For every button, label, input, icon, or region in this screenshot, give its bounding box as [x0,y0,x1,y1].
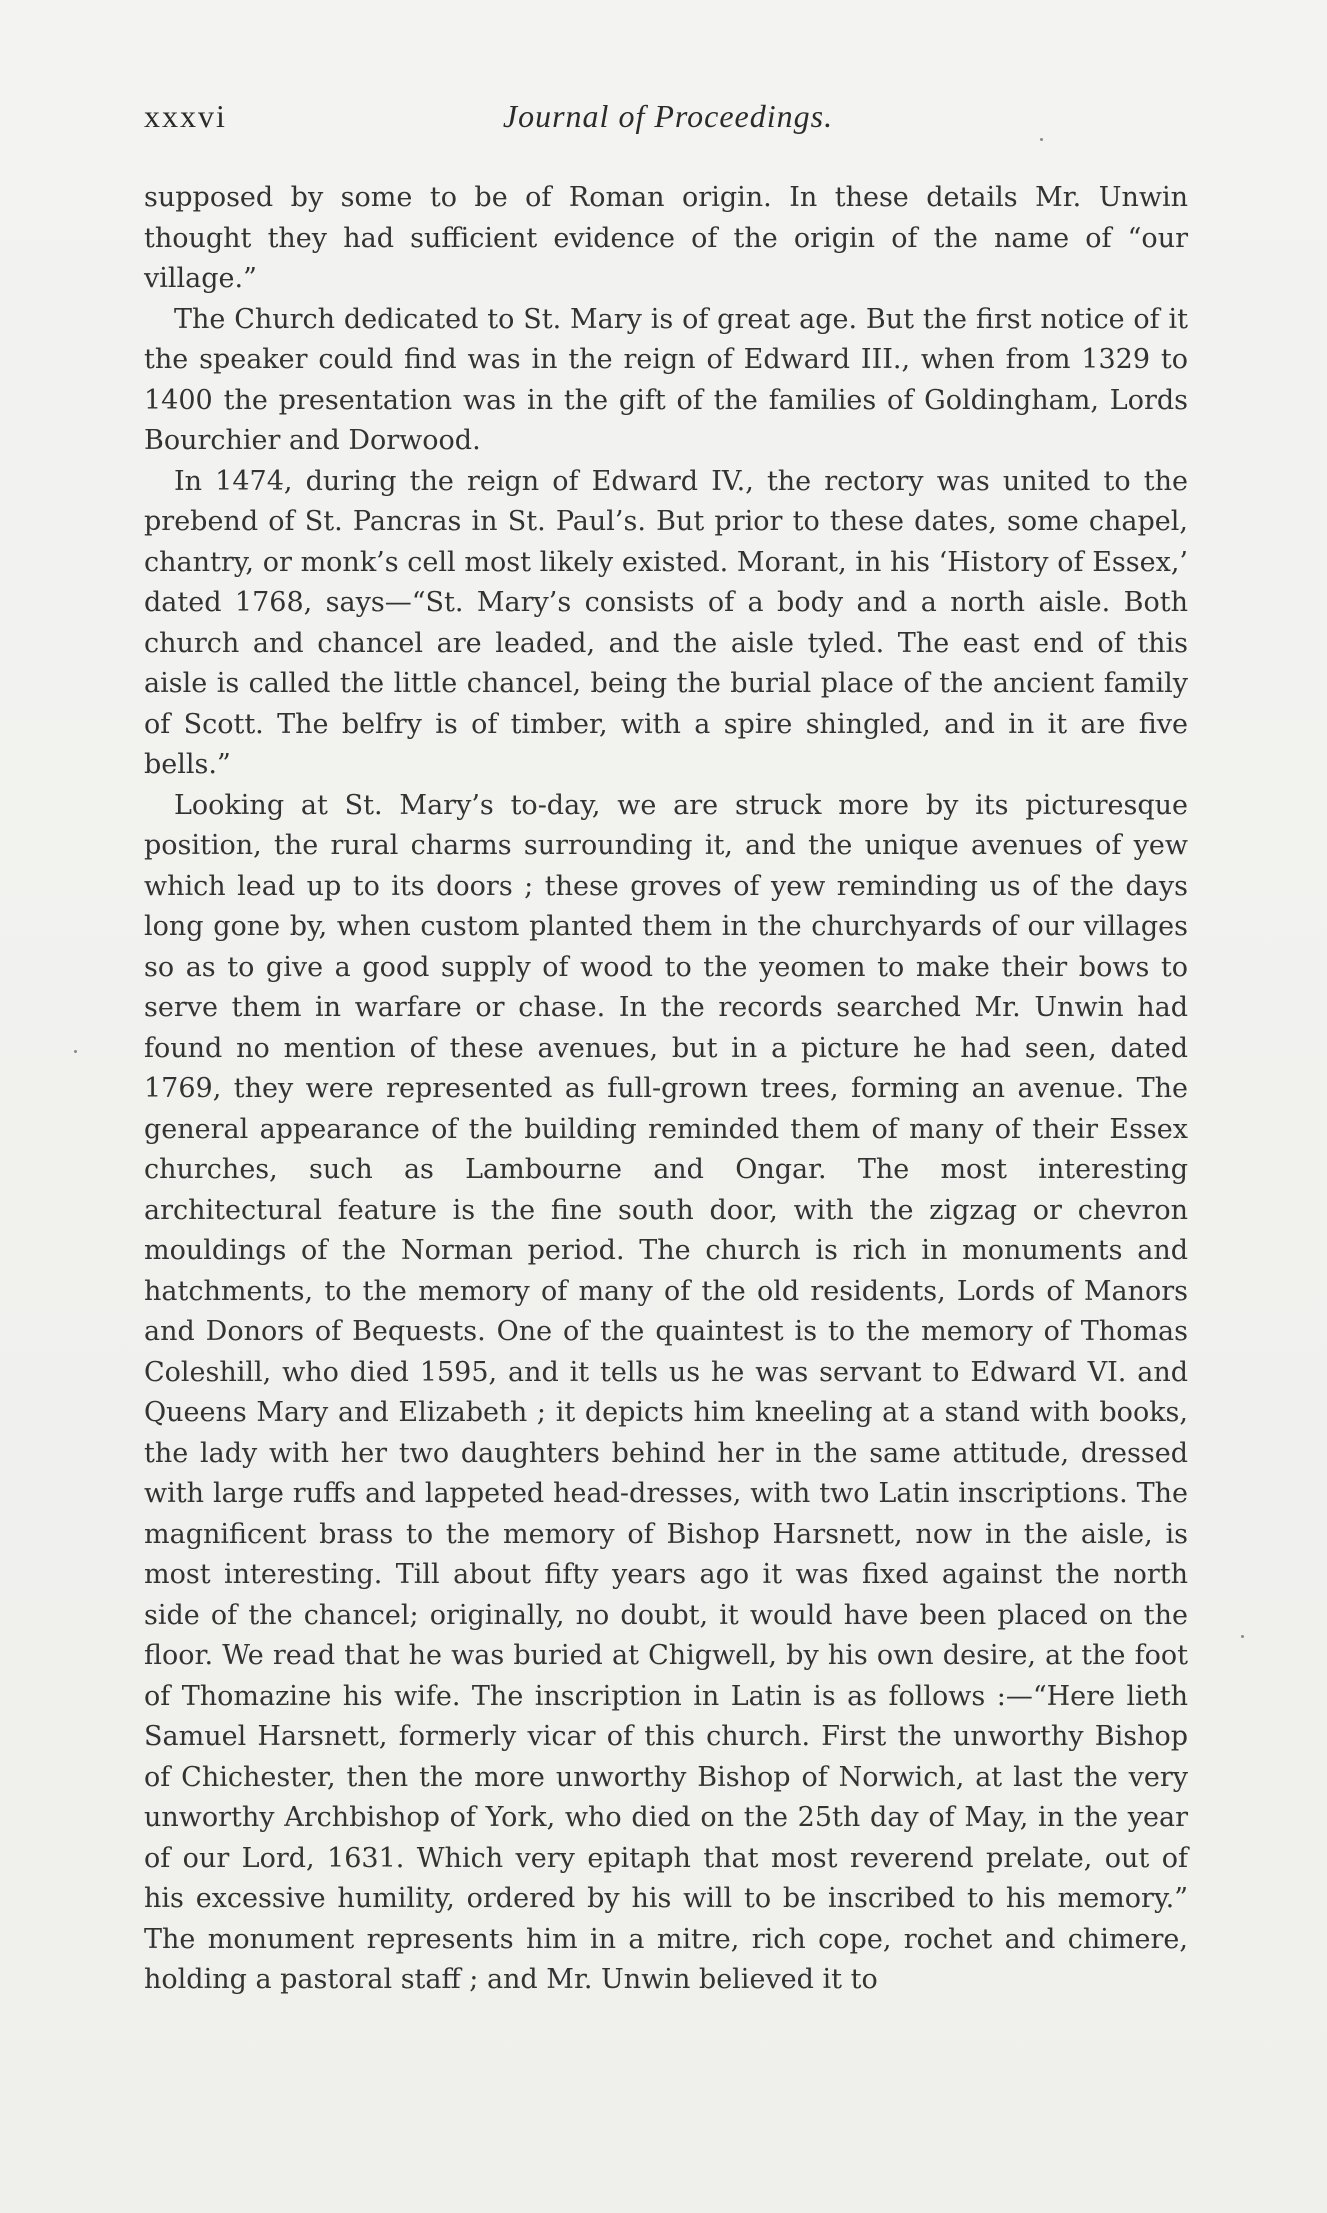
paragraph-roman-origin: supposed by some to be of Roman origin. In these details Mr. Unwin thought they had sufficient evidence of the origin of the name of “our village.” [144,182,1188,294]
running-title: Journal of Proceedings. [502,98,834,134]
paper-speck [74,1050,77,1053]
body-text [144,178,1188,2001]
page-number: xxxvi [144,98,227,134]
paragraph-st-marys-today: Looking at St. Mary’s to-day, we are struck more by its picturesque position, the rural charms surrounding it, and the unique avenues of yew which lead up to its doors ; these groves of yew reminding us of the days long gone by, when custom planted them in the churchyards of our villages so as to give a good supply of wood to the yeomen to make their bows to serve them in warfare or chase. In the records searched Mr. Unwin had found no mention of these avenues, but in a picture he had seen, dated 1769, they were represented as full-grown trees, forming an avenue. The general appearance of the building reminded them of many of their Essex churches, such as Lambourne and Ongar. The most interesting architectural feature is the fine south door, with the zigzag or chevron mouldings of the Norman period. The church is rich in monuments and hatchments, to the memory of many of the old residents, Lords of Manors and Donors of Bequests. One of the quaintest is to the memory of Thomas Coleshill, who died 1595, and it tells us he was servant to Edward VI. and Queens Mary and Elizabeth ; it depicts him kneeling at a stand with books, the lady with her two daughters behind her in the same attitude, dressed with large ruffs and lappeted head-dresses, with two Latin inscriptions. The magnificent brass to the memory of Bishop Harsnett, now in the aisle, is most interesting. Till about fifty years ago it was fixed against the north side of the chancel; originally, no doubt, it would have been placed on the floor. We read that he was buried at Chigwell, by his own desire, at the foot of Thomazine his wife. The inscription in Latin is as follows :—“Here lieth Samuel Harsnett, formerly vicar of this church. First the unworthy Bishop of Chichester, then the more unworthy Bishop of Norwich, at last the very unworthy Archbishop of York, who died on the 25th day of May, in the year of our Lord, 1631. Which very epitaph that most reverend prelate, out of his excessive humility, ordered by his will to be inscribed to his memory.” The monument represents him in a mitre, rich cope, rochet and chimere, holding a pastoral staff ; and Mr. Unwin believed it to [144,789,1188,1995]
paragraph-church-age: The Church dedicated to St. Mary is of great age. But the first notice of it the speaker could find was in the reign of Edward III., when from 1329 to 1400 the presentation was in the gift of the families of Goldingham, Lords Bourchier and Dorwood. [144,303,1188,456]
paragraph-rectory-1474: In 1474, during the reign of Edward IV., the rectory was united to the prebend of St. Pancras in St. Paul’s. But prior to these dates, some chapel, chantry, or monk’s cell most likely existed. Morant, in his ‘History of Essex,’ dated 1768, says—“St. Mary’s consists of a body and a north aisle. Both church and chancel are leaded, and the aisle tyled. The east end of this aisle is called the little chancel, being the burial place of the ancient family of Scott. The belfry is of timber, with a spire shingled, and in it are five bells.” [144,465,1188,780]
paper-speck [1040,138,1043,141]
page-header [144,98,1192,148]
paper-speck [1241,1635,1244,1638]
